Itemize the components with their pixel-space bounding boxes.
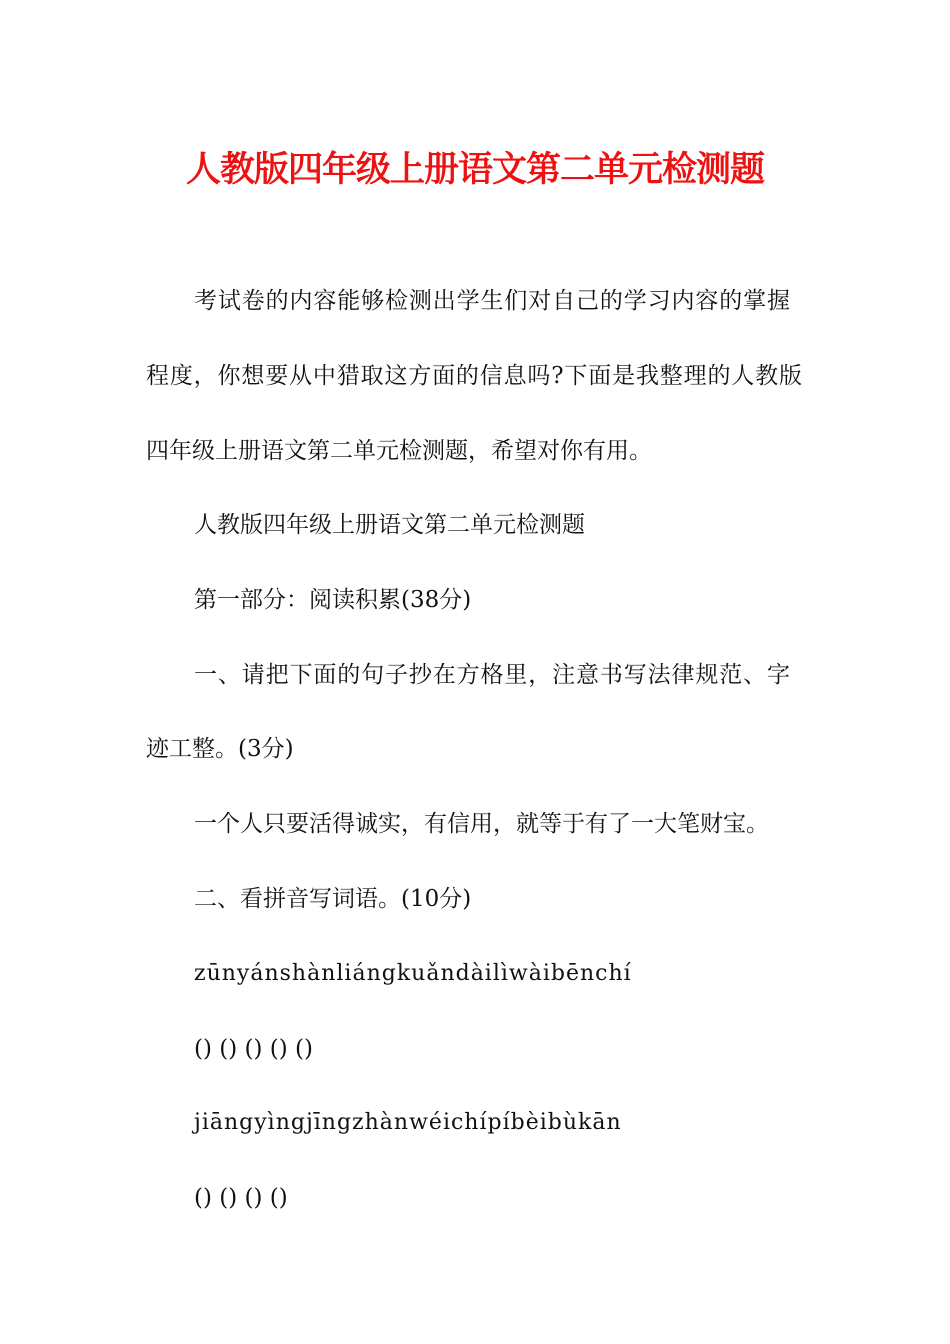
subtitle: 人教版四年级上册语文第二单元检测题 [194, 512, 585, 538]
intro-line-1: 考试卷的内容能够检测出学生们对自己的学习内容的掌握 [194, 288, 790, 314]
part-one-heading: 第一部分：阅读积累(38分) [194, 587, 472, 613]
intro-line-2: 程度，你想要从中猎取这方面的信息吗?下面是我整理的人教版 [146, 363, 802, 389]
intro-line-3: 四年级上册语文第二单元检测题，希望对你有用。 [146, 438, 652, 464]
copy-sentence: 一个人只要活得诚实，有信用，就等于有了一大笔财宝。 [194, 811, 769, 837]
question-two-heading: 二、看拼音写词语。(10分) [194, 886, 472, 912]
pinyin-row-1: zūnyánshànliángkuǎndàilìwàibēnchí [194, 961, 632, 986]
question-one-line-2: 迹工整。(3分) [146, 736, 294, 762]
document-title: 人教版四年级上册语文第二单元检测题 [185, 150, 764, 190]
answer-blanks-row-1: () () () () () [194, 1036, 313, 1062]
question-one-line-1: 一、请把下面的句子抄在方格里，注意书写法律规范、字 [194, 662, 790, 688]
pinyin-row-2: jiāngyìngjīngzhànwéichípíbèibùkān [194, 1110, 622, 1135]
answer-blanks-row-2: () () () () [194, 1185, 288, 1211]
